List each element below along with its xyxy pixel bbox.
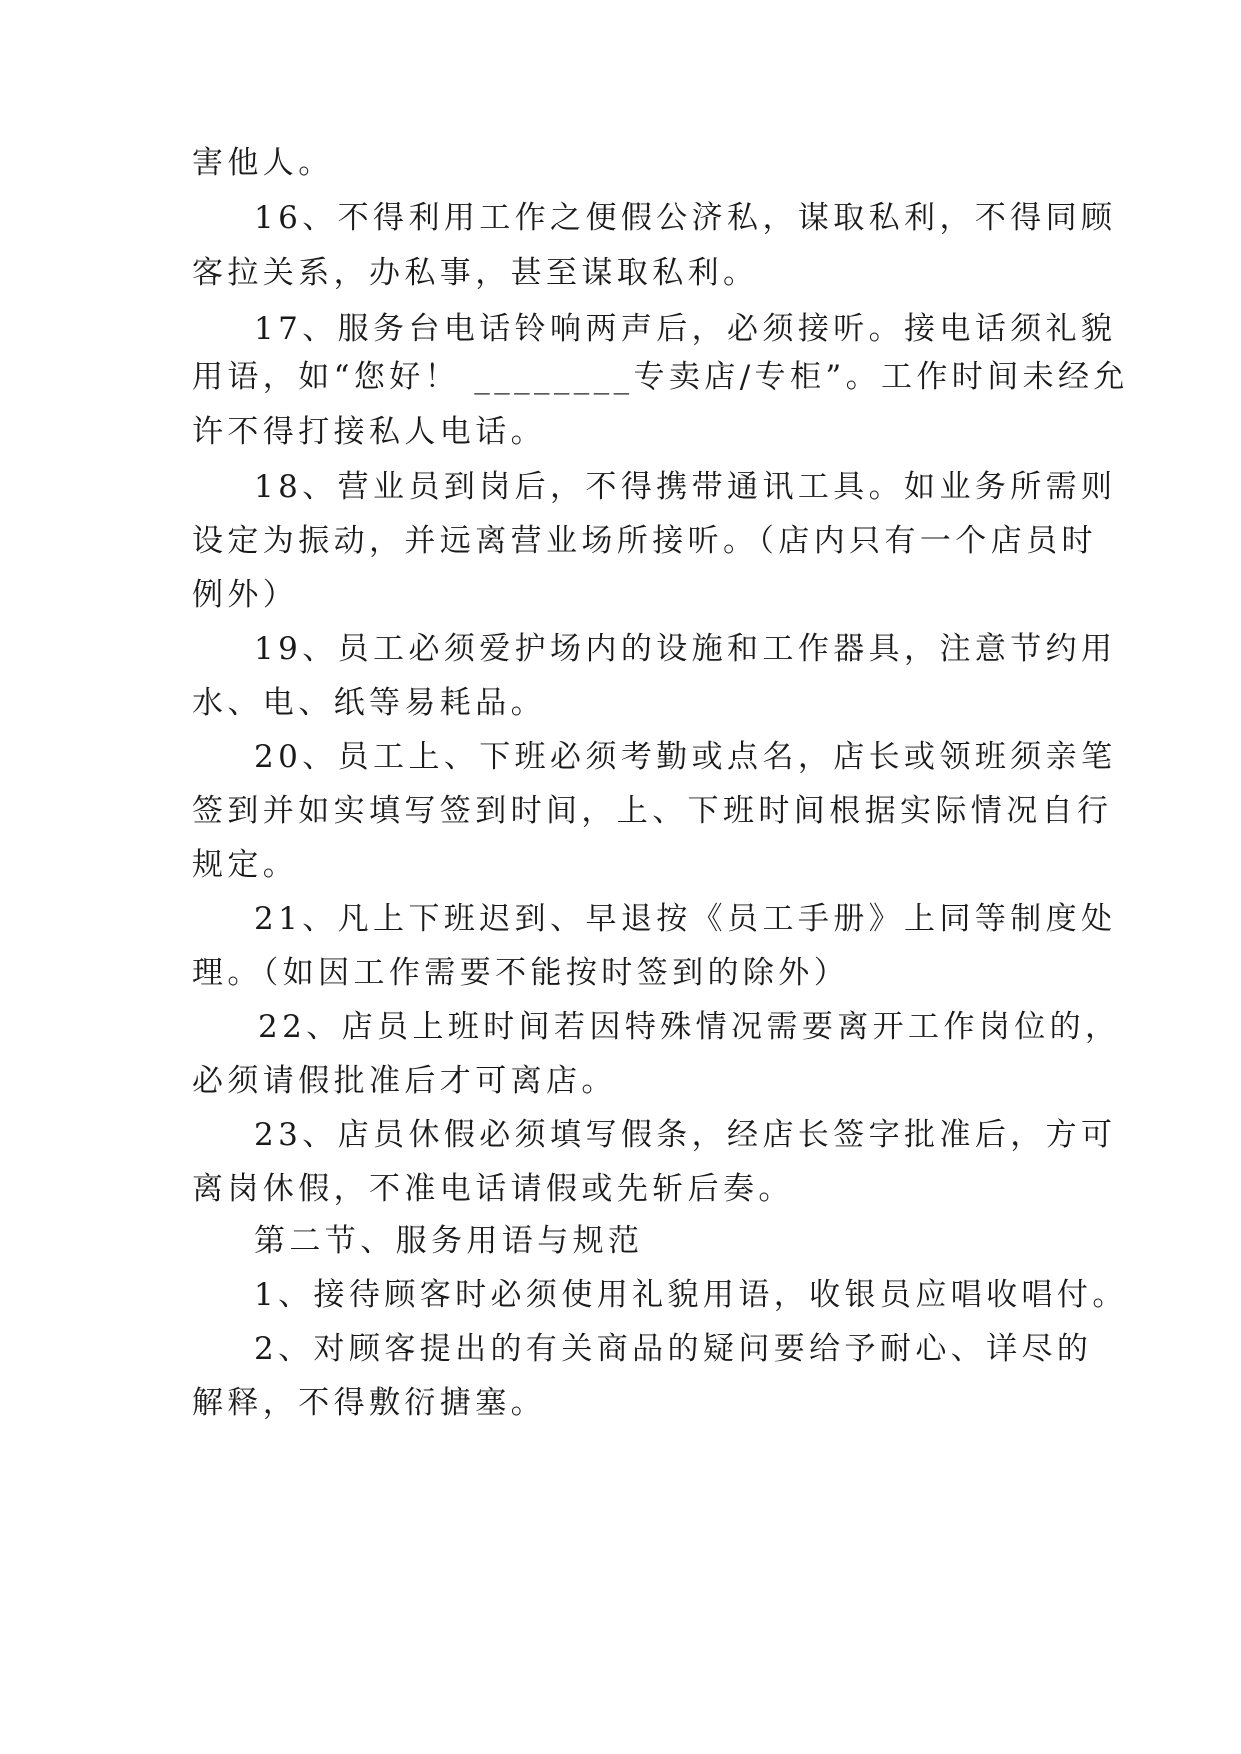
text-line: 设定为振动，并远离营业场所接听。（店内只有一个店员时 <box>192 523 1097 559</box>
section-heading: 第二节、服务用语与规范 <box>254 1223 644 1259</box>
text-line: 规定。 <box>192 847 299 883</box>
text-line: 16、不得利用工作之便假公济私，谋取私利，不得同顾 <box>254 200 1117 236</box>
text-line: 必须请假批准后才可离店。 <box>192 1063 617 1099</box>
text-line: 离岗休假，不准电话请假或先斩后奏。 <box>192 1171 794 1207</box>
text-line: 害他人。 <box>192 145 334 181</box>
text-line: 水、电、纸等易耗品。 <box>192 685 546 721</box>
text-line: 签到并如实填写签到时间，上、下班时间根据实际情况自行 <box>192 793 1113 829</box>
text-line: 23、店员休假必须填写假条，经店长签字批准后，方可 <box>254 1117 1117 1153</box>
text-line: 18、营业员到岗后，不得携带通讯工具。如业务所需则 <box>254 469 1117 505</box>
text-line: 21、凡上下班迟到、早退按《员工手册》上同等制度处 <box>254 901 1117 937</box>
text-line: 理。（如因工作需要不能按时签到的除外） <box>192 955 850 991</box>
text-line: 例外） <box>192 577 299 613</box>
text-line: 用语，如“您好！ ________专卖店/专柜”。工作时间未经允 <box>192 359 1129 395</box>
text-line: 17、服务台电话铃响两声后，必须接听。接电话须礼貌 <box>254 311 1117 347</box>
text-line: 解释，不得敷衍搪塞。 <box>192 1385 546 1421</box>
text-line: 19、员工必须爱护场内的设施和工作器具，注意节约用 <box>254 631 1117 667</box>
text-line: 1、接待顾客时必须使用礼貌用语，收银员应唱收唱付。 <box>254 1277 1128 1313</box>
text-line: 许不得打接私人电话。 <box>192 414 546 450</box>
text-line: 客拉关系，办私事，甚至谋取私利。 <box>192 255 759 291</box>
text-line: 20、员工上、下班必须考勤或点名，店长或领班须亲笔 <box>254 739 1117 775</box>
text-line: 2、对顾客提出的有关商品的疑问要给予耐心、详尽的 <box>254 1331 1093 1367</box>
text-line: 22、店员上班时间若因特殊情况需要离开工作岗位的， <box>258 1009 1121 1045</box>
